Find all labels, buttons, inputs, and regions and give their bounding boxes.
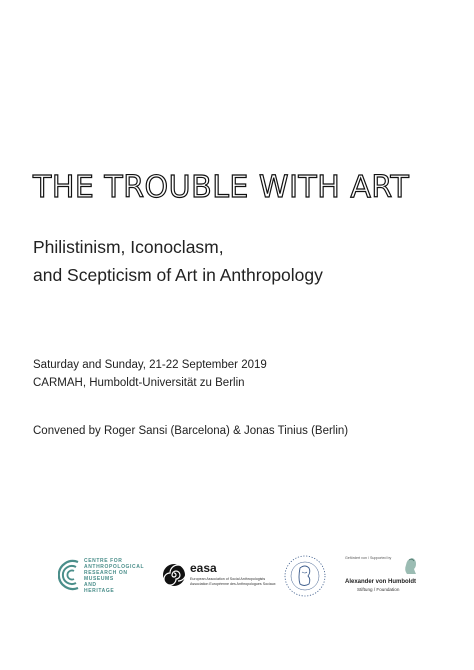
event-date: Saturday and Sunday, 21-22 September 2019 (33, 359, 267, 371)
carmah-text: CENTRE FOR ANTHROPOLOGICAL RESEARCH ON MUSEUMS AND HERITAGE (84, 558, 145, 594)
easa-logo (162, 560, 292, 592)
foundation-name: Alexander von Humboldt (345, 579, 417, 585)
subtitle-line-2: and Scepticism of Art in Anthropology (33, 265, 323, 285)
easa-name: easa (190, 561, 217, 575)
document-title: THE TROUBLE WITH ART (33, 170, 410, 205)
document-subtitle (33, 233, 323, 289)
humboldt-university-seal (282, 552, 328, 600)
event-details (33, 356, 267, 392)
university-seal-icon (282, 552, 328, 600)
carmah-logo (58, 556, 168, 596)
carmah-mark-icon (58, 558, 82, 592)
foundation-subtitle: Stiftung / Foundation (357, 587, 400, 592)
supported-by-label: Gefördert von / Supported by (345, 556, 392, 560)
easa-spiral-icon (162, 563, 186, 587)
humboldt-foundation-logo (345, 552, 445, 600)
convenors: Convened by Roger Sansi (Barcelona) & Jonas Tinius (Berlin) (33, 425, 349, 437)
humboldt-portrait-icon (401, 554, 419, 576)
easa-subtitle: European Association of Social Anthropologists Association Européenne des Anthropologues Sociaux (190, 577, 276, 586)
subtitle-line-1: Philistinism, Iconoclasm, (33, 237, 224, 257)
sponsor-logos (0, 552, 474, 602)
event-venue: CARMAH, Humboldt-Universität zu Berlin (33, 377, 245, 389)
